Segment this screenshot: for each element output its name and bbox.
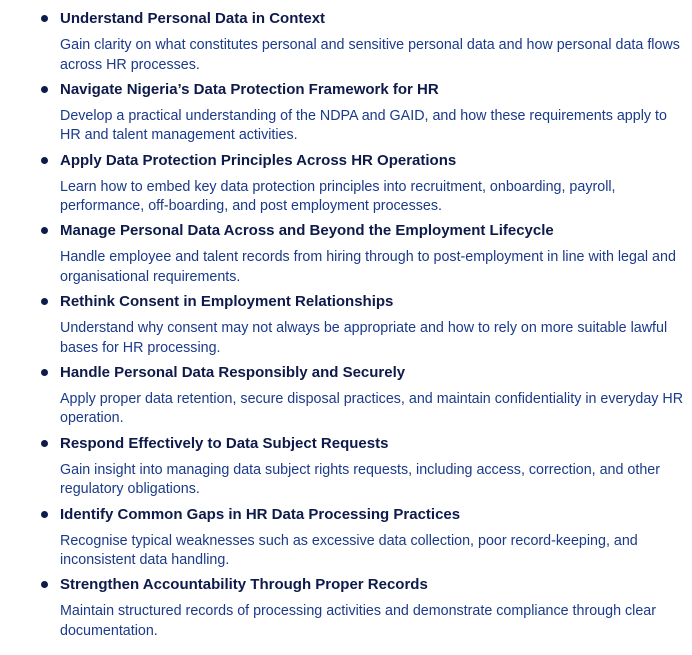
item-description: Gain insight into managing data subject rights requests, including access, correction, and other regulatory obligations.	[60, 461, 661, 498]
list-item	[0, 212, 692, 283]
bullet-icon	[41, 298, 48, 305]
item-description: Recognise typical weaknesses such as excessive data collection, poor record-keeping, and inconsistent data handling.	[60, 532, 638, 569]
item-description: Gain clarity on what constitutes personal and sensitive personal data and how personal data flows across HR processes.	[60, 37, 680, 73]
list-item	[0, 142, 692, 213]
bullet-icon	[41, 86, 48, 93]
list-item	[0, 354, 692, 425]
bullet-icon	[41, 369, 48, 376]
bullet-icon	[41, 440, 48, 447]
list-item	[0, 566, 692, 637]
item-description: Develop a practical understanding of the NDPA and GAID, and how these requirements apply to HR and talent management activities.	[60, 107, 667, 144]
item-description: Handle employee and talent records from hiring through to post-employment in line with legal and organisational requirements.	[60, 249, 676, 285]
list-item	[0, 71, 692, 142]
item-description: Maintain structured records of processing activities and demonstrate compliance through clear documentation.	[60, 603, 657, 639]
list-item	[0, 496, 692, 567]
bullet-icon	[41, 511, 48, 518]
bullet-icon	[41, 157, 48, 164]
list-item	[0, 0, 692, 71]
item-title: Manage Personal Data Across and Beyond the Employment Lifecycle	[60, 222, 554, 240]
item-title: Strengthen Accountability Through Proper Records	[60, 576, 428, 594]
item-title: Understand Personal Data in Context	[60, 10, 326, 27]
bullet-icon	[41, 581, 48, 588]
bullet-icon	[41, 15, 48, 22]
list-item	[0, 425, 692, 496]
item-title: Navigate Nigeria’s Data Protection Framework for HR	[60, 80, 439, 98]
item-description: Learn how to embed key data protection principles into recruitment, onboarding, payroll, performance, off-boarding, and post employment processes.	[60, 178, 616, 215]
item-title: Identify Common Gaps in HR Data Processing Practices	[60, 505, 461, 523]
item-title: Respond Effectively to Data Subject Requests	[60, 434, 389, 452]
item-title: Rethink Consent in Employment Relationships	[60, 293, 394, 311]
item-title: Handle Personal Data Responsibly and Securely	[60, 363, 406, 381]
bullet-icon	[41, 227, 48, 234]
item-title: Apply Data Protection Principles Across HR Operations	[60, 151, 457, 169]
item-description: Apply proper data retention, secure disposal practices, and maintain confidentiality in everyday HR operation.	[60, 390, 684, 427]
list-item	[0, 283, 692, 354]
item-description: Understand why consent may not always be appropriate and how to rely on more suitable lawful bases for HR processing.	[60, 320, 668, 356]
